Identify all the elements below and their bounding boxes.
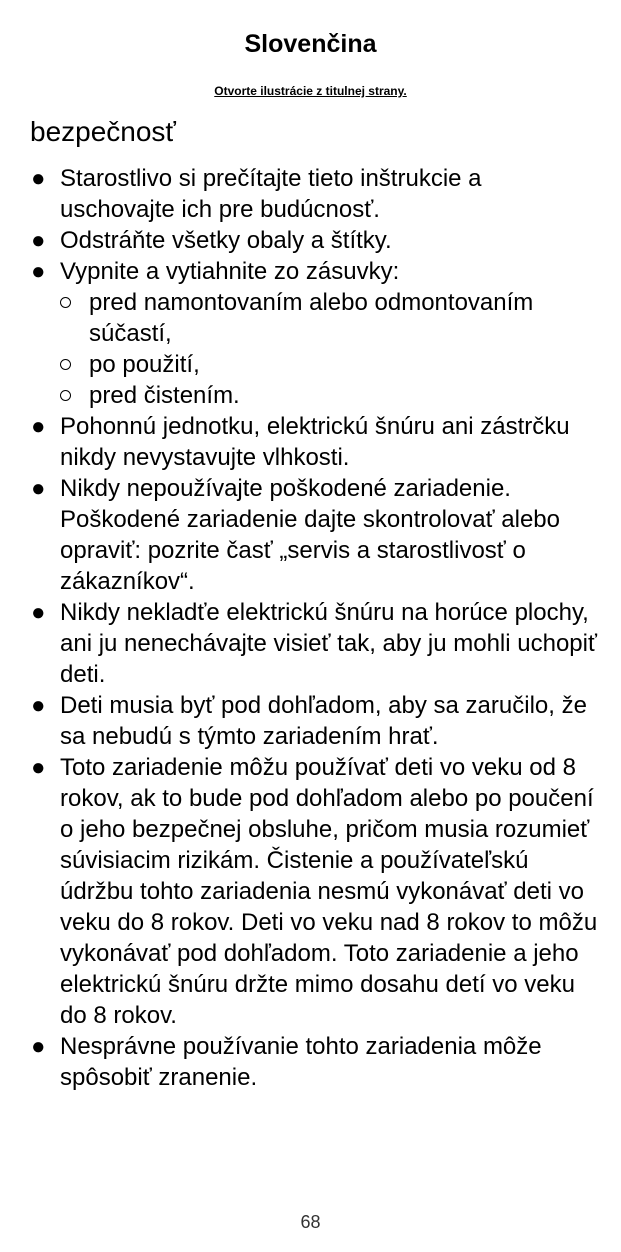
list-item-text: Pohonnú jednotku, elektrickú šnúru ani zástrčku nikdy nevystavujte vlhkosti. <box>60 413 570 471</box>
circle-bullet-icon <box>60 390 71 401</box>
sub-list-item <box>60 287 601 349</box>
section-heading: bezpečnosť <box>30 116 176 147</box>
bullet-icon: ● <box>31 413 46 440</box>
list-item <box>0 752 621 1031</box>
list-item-text: Nikdy nekladťe elektrickú šnúru na horúce plochy, ani ju nenechávajte visieť tak, aby ju mohli uchopiť deti. <box>60 599 597 688</box>
bullet-icon: ● <box>31 692 46 719</box>
bullet-icon: ● <box>31 599 46 626</box>
list-item-text: Deti musia byť pod dohľadom, aby sa zaručilo, že sa nebudú s týmto zariadením hrať. <box>60 692 587 750</box>
list-item <box>0 597 621 690</box>
list-item-text: Toto zariadenie môžu používať deti vo veku od 8 rokov, ak to bude pod dohľadom alebo po poučení o jeho bezpečnej obsluhe, pričom musia rozumieť súvisiacim rizikám. Čistenie a používateľskú údržbu tohto zariadenia nesmú vykonávať deti vo veku do 8 rokov. Deti vo veku nad 8 rokov to môžu vykonávať pod dohľadom. Toto zariadenie a jeho elektrickú šnúru držte mimo dosahu detí vo veku do 8 rokov. <box>60 754 598 1029</box>
safety-instructions-list <box>0 163 621 1093</box>
bullet-icon: ● <box>31 754 46 781</box>
sub-list-item-text: pred čistením. <box>89 382 240 409</box>
sub-list-item <box>60 380 601 411</box>
list-item <box>0 411 621 473</box>
bullet-icon: ● <box>31 1033 46 1060</box>
circle-bullet-icon <box>60 359 71 370</box>
bullet-icon: ● <box>31 165 46 192</box>
list-item-text: Nesprávne používanie tohto zariadenia môže spôsobiť zranenie. <box>60 1033 542 1091</box>
list-item <box>0 225 621 256</box>
list-item-text: Vypnite a vytiahnite zo zásuvky: <box>60 258 400 285</box>
sub-list-item-text: pred namontovaním alebo odmontovaním súčastí, <box>89 289 534 347</box>
page-title: Slovenčina <box>244 30 377 58</box>
sub-list <box>60 287 601 411</box>
illustrations-note: Otvorte ilustrácie z titulnej strany. <box>214 84 407 98</box>
sub-list-item <box>60 349 601 380</box>
sub-list-item-text: po použití, <box>89 351 200 378</box>
list-item <box>0 473 621 597</box>
bullet-icon: ● <box>31 227 46 254</box>
list-item <box>0 1031 621 1093</box>
bullet-icon: ● <box>31 258 46 285</box>
page-number: 68 <box>300 1212 321 1232</box>
list-item <box>0 690 621 752</box>
bullet-icon: ● <box>31 475 46 502</box>
list-item <box>0 256 621 411</box>
circle-bullet-icon <box>60 297 71 308</box>
list-item-text: Starostlivo si prečítajte tieto inštrukcie a uschovajte ich pre budúcnosť. <box>60 165 482 223</box>
list-item-text: Odstráňte všetky obaly a štítky. <box>60 227 392 254</box>
list-item <box>0 163 621 225</box>
list-item-text: Nikdy nepoužívajte poškodené zariadenie. Poškodené zariadenie dajte skontrolovať alebo opraviť: pozrite časť „servis a starostlivosť o zákazníkov“. <box>60 475 561 595</box>
